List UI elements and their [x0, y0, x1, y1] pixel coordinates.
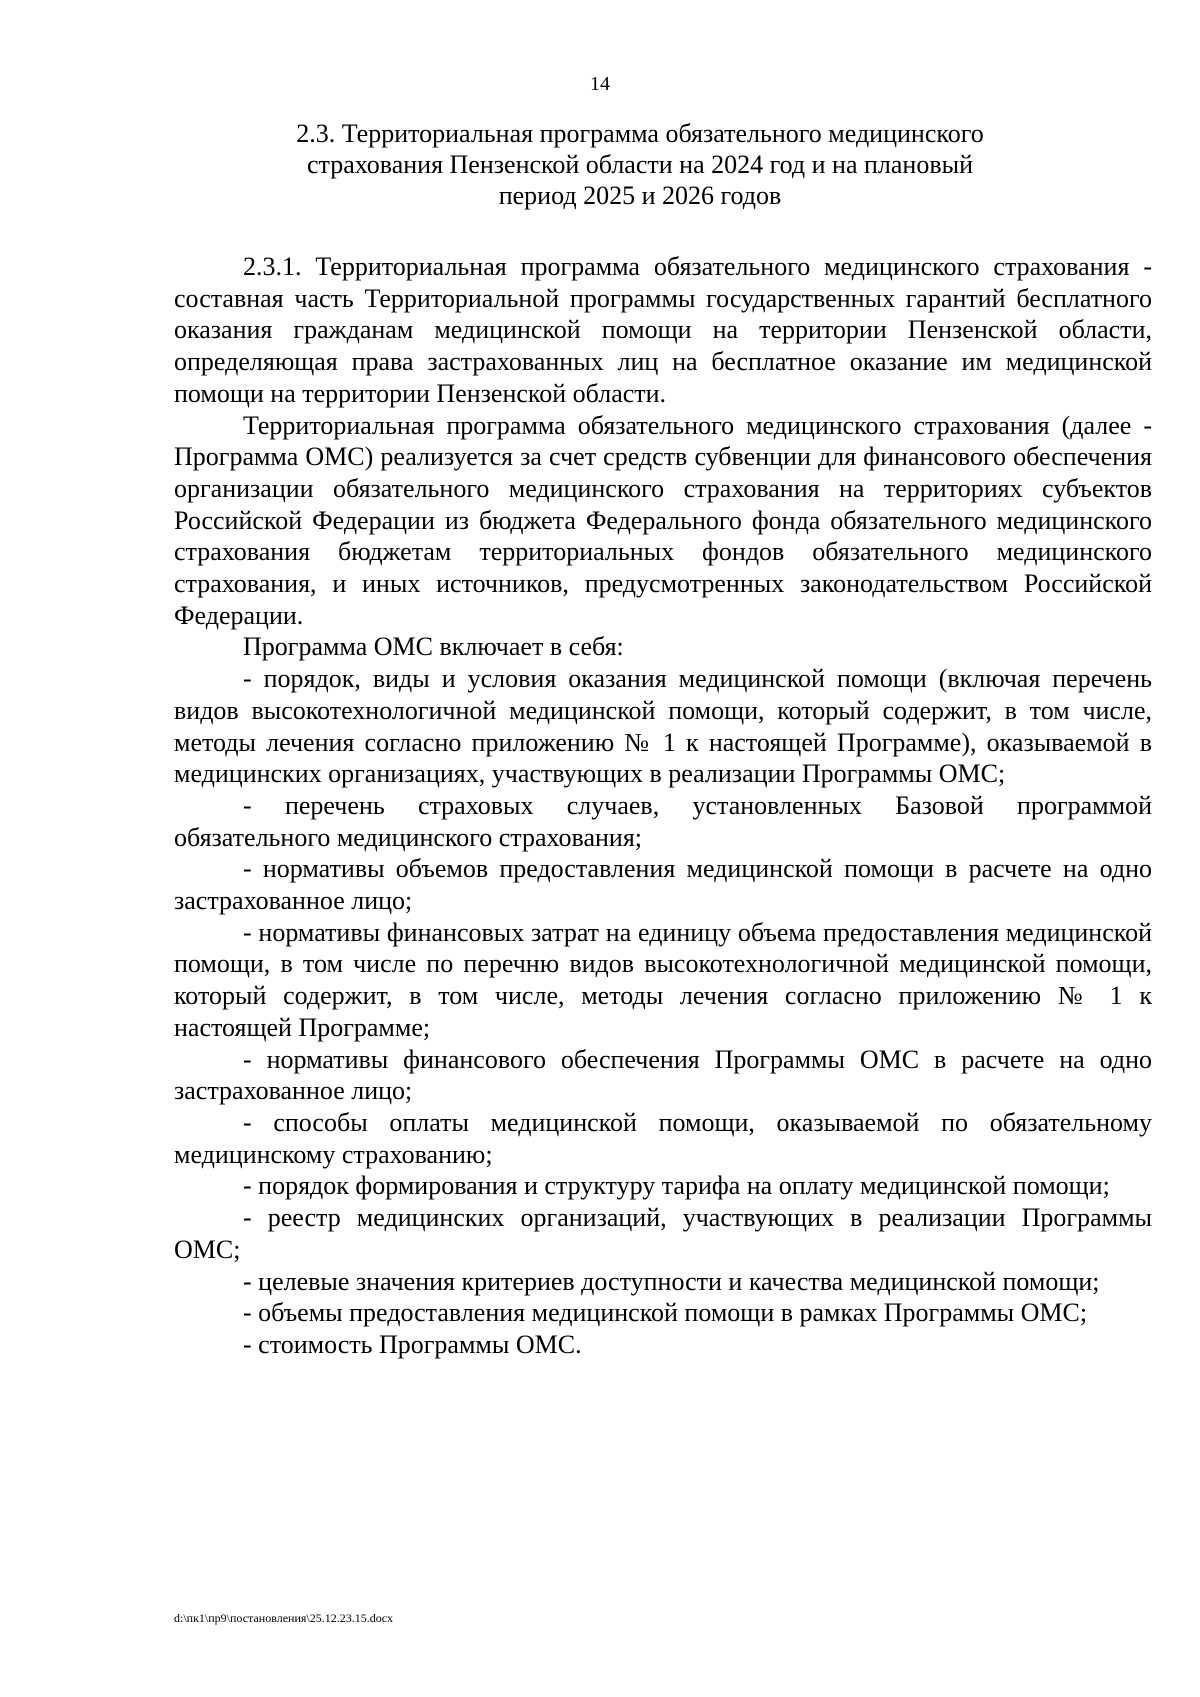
list-item: - порядок формирования и структуру тарифа на оплату медицинской помощи;: [243, 1171, 1110, 1201]
list-item: - способы оплаты медицинской помощи, оказываемой по обязательному медицинскому страхованию;: [174, 1107, 1152, 1169]
list-item: - нормативы объемов предоставления медицинской помощи в расчете на одно застрахованное лицо;: [174, 854, 1152, 916]
footer-file-path: d:\пк1\пр9\постановления\25.12.23.15.docx: [174, 1611, 394, 1625]
section-title-line: период 2025 и 2026 годов: [498, 181, 782, 210]
section-title-line: 2.3. Территориальная программа обязательного медицинского: [296, 119, 984, 148]
paragraph: 2.3.1. Территориальная программа обязательного медицинского страхования - составная часть Территориальной программы государственных гарантий бесплатного оказания гражданам медицинской помощи на территории Пензенской области, определяющая права застрахованных лиц на бесплатное оказание им медицинской помощи на территории Пензенской области.: [174, 252, 1152, 408]
page-number: 14: [590, 73, 610, 95]
paragraph: Территориальная программа обязательного медицинского страхования (далее - Программа ОМС) реализуется за счет средств субвенции для финансового обеспечения организации обязательного медицинского страхования на территориях субъектов Российской Федерации из бюджета Федерального фонда обязательного медицинского страхования бюджетам территориальных фондов обязательного медицинского страхования, и иных источников, предусмотренных законодательством Российской Федерации.: [174, 410, 1152, 630]
paragraph: Программа ОМС включает в себя:: [243, 632, 624, 662]
list-item: - нормативы финансового обеспечения Программы ОМС в расчете на одно застрахованное лицо;: [174, 1044, 1152, 1106]
list-item: - нормативы финансовых затрат на единицу объема предоставления медицинской помощи, в том числе по перечню видов высокотехнологичной медицинской помощи, который содержит, в том числе, методы лечения согласно приложению № 1 к настоящей Программе;: [174, 917, 1152, 1042]
list-item: - порядок, виды и условия оказания медицинской помощи (включая перечень видов высокотехнологичной медицинской помощи, который содержит, в том числе, методы лечения согласно приложению № 1 к настоящей Программе), оказываемой в медицинских организациях, участвующих в реализации Программы ОМС;: [174, 664, 1152, 789]
document-body: [174, 251, 1152, 1361]
list-item: - перечень страховых случаев, установленных Базовой программой обязательного медицинского страхования;: [174, 790, 1152, 852]
section-title: [260, 118, 1020, 211]
section-title-line: страхования Пензенской области на 2024 год и на плановый: [307, 150, 973, 179]
list-item: - объемы предоставления медицинской помощи в рамках Программы ОМС;: [243, 1298, 1088, 1328]
list-item: - стоимость Программы ОМС.: [243, 1329, 582, 1359]
list-item: - целевые значения критериев доступности и качества медицинской помощи;: [243, 1266, 1100, 1296]
list-item: - реестр медицинских организаций, участвующих в реализации Программы ОМС;: [174, 1203, 1152, 1264]
